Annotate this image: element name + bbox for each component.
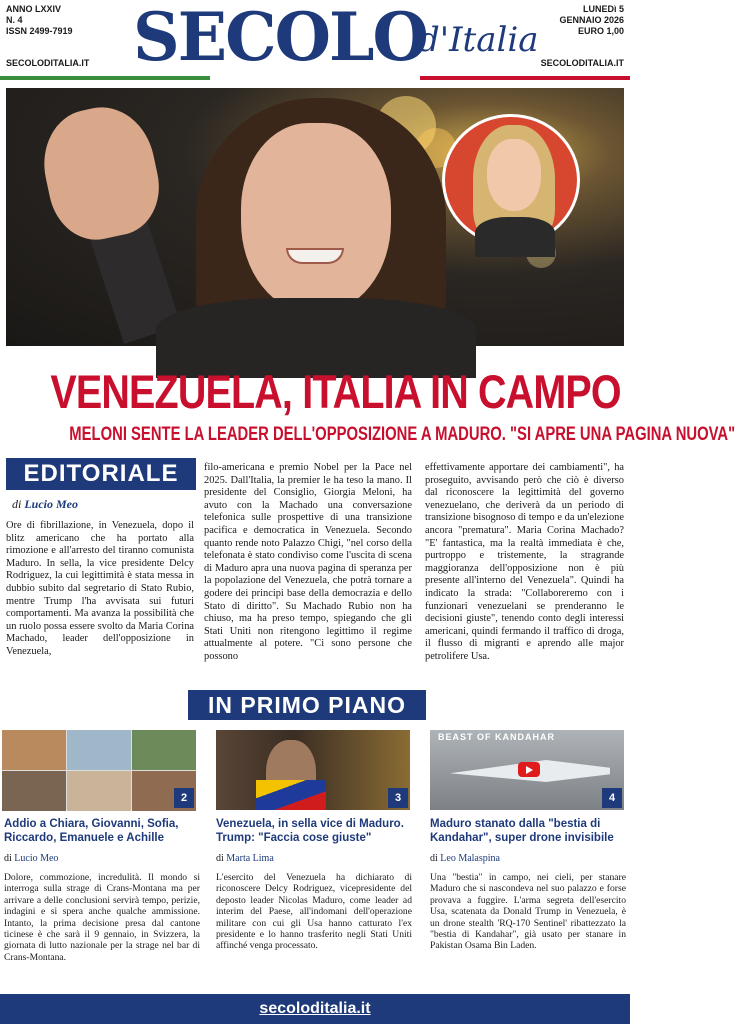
newspaper-logo-subtitle: d'Italia (418, 20, 539, 60)
tricolor-red-rule (420, 76, 630, 80)
editorial-column-1: Ore di fibrillazione, in Venezuela, dopo il blitz americano che ha portato alla rimozione e all'arresto del tiranno comunista Maduro. In sella, la vice presidente Delcy Rodriguez, la cui legittimità è stata messa in dubbio subito dal segretario di Stato Rubio, mentre Trump l'ha avvisata sui futuri comportamenti. Ma avanza la possibilità che un ruolo possa essere svolto da Maria Corina Machado, leader dell'opposizione in Venezuela, (6, 520, 194, 657)
victim-photo (132, 730, 196, 770)
portrait-face (241, 123, 391, 313)
presidential-sash (256, 780, 326, 810)
editorial-label: EDITORIALE (6, 458, 196, 490)
tricolor-green-rule (0, 76, 210, 80)
price: EURO 1,00 (577, 26, 624, 36)
byline-prefix: di (216, 853, 224, 864)
victim-photo (67, 771, 131, 811)
site-link-left[interactable]: SECOLODITALIA.IT (6, 58, 90, 68)
byline-prefix: di (12, 497, 22, 511)
card-title[interactable]: Venezuela, in sella vice di Maduro. Trump: "Faccia cose giuste" (216, 818, 404, 844)
image-caption: BEAST OF KANDAHAR (438, 732, 555, 742)
video-play-icon[interactable] (518, 762, 540, 777)
masthead (0, 0, 630, 86)
portrait-smile (286, 248, 344, 264)
editorial-byline (12, 497, 78, 512)
card-number-badge: 4 (602, 788, 622, 808)
date-month-year: GENNAIO 2026 (559, 15, 624, 25)
byline-prefix: di (4, 853, 12, 864)
issue-info (6, 4, 73, 37)
card-image-maduro[interactable] (216, 730, 410, 810)
card-number-badge: 2 (174, 788, 194, 808)
issue-year: ANNO LXXIV (6, 4, 62, 14)
newspaper-logo[interactable]: SECOLO (133, 0, 427, 76)
card-byline (430, 853, 500, 864)
editorial-author: Lucio Meo (24, 497, 79, 511)
card-byline (4, 853, 58, 864)
primo-piano-label: IN PRIMO PIANO (188, 690, 426, 720)
footer-bar (0, 994, 630, 1024)
main-headline[interactable]: VENEZUELA, ITALIA IN CAMPO (50, 365, 621, 418)
card-body: Una "bestia" in campo, nei cieli, per stanare Maduro che si nascondeva nel suo palazzo e forse provava a fuggire. L'arma segreta dell'esercito Usa, scatenata da Donald Trump in Venezuela, è un drone stealth 'RQ-170 Sentinel' ribattezzato la "bestia di Kandahar", già usato per stanare in Pakistan Osama Bin Laden. (430, 872, 626, 952)
site-link-right[interactable]: SECOLODITALIA.IT (540, 58, 624, 68)
victim-photo (2, 730, 66, 770)
editorial-column-3: effettivamente apportare dei cambiamenti", ha proseguito, avvisando però che ciò è diverso dal riconoscere la legittimità del governo venezuelano, che deriverà da un periodo di transizione bisognoso di tempo e da un'elezione ancora "prematura". Maria Corina Machado? "E' fantastica, ma la realtà immediata è che, purtroppo e tristemente, la stragrande maggioranza dell'opposizione non è più presente all'interno del Venezuela". Quindi ha indicato la strada: "Collaboreremo con i funzionari venezuelani se prenderanno le decisioni giuste", tenendo conto degli interessi americani, quindi fermando il traffico di droga, il flusso di migranti e aprendo alle major petrolifere Usa. (425, 462, 624, 662)
card-author: Lucio Meo (14, 853, 59, 864)
main-subheadline: MELONI SENTE LA LEADER DELL'OPPOSIZIONE A MADURO. "SI APRE UNA PAGINA NUOVA" (69, 424, 735, 445)
inset-body (475, 217, 555, 257)
card-image-victims[interactable] (2, 730, 196, 810)
card-author: Marta Lima (226, 853, 274, 864)
card-image-drone[interactable] (430, 730, 624, 810)
card-body: L'esercito del Venezuela ha dichiarato di riconoscere Delcy Rodriguez, vicepresidente del deposto leader Nicolas Maduro, come leader ad interim del Paese, all'indomani dell'operazione militare con cui gli Usa hanno catturato l'ex presidente e lo hanno trasferito negli Stati Uniti affinché venga processato. (216, 872, 412, 952)
victim-photo (67, 730, 131, 770)
byline-prefix: di (430, 853, 438, 864)
card-byline (216, 853, 274, 864)
card-number-badge: 3 (388, 788, 408, 808)
inset-portrait-photo[interactable] (442, 114, 580, 246)
card-author: Leo Malaspina (440, 853, 500, 864)
date-day: LUNEDì 5 (582, 4, 624, 14)
card-title[interactable]: Maduro stanato dalla "bestia di Kandahar", super drone invisibile (430, 818, 614, 844)
card-title[interactable]: Addio a Chiara, Giovanni, Sofia, Riccardo, Emanuele e Achille (4, 818, 179, 844)
inset-face (487, 139, 541, 211)
editorial-column-2: filo-americana e premio Nobel per la Pace nel 2025. Dall'Italia, la premier le ha teso la mano. Il presidente del Consiglio, Giorgia Meloni, ha avuto con la Machado una conversazione telefonica sulle prospettive di una transizione pacifica e democratica in Venezuela. Secondo quanto rende noto Palazzo Chigi, "nel corso della telefonata è stato condiviso come l'uscita di scena di Maduro apra una nuova pagina di speranza per la popolazione del Venezuela, che potrà tornare a godere dei principi base della democrazia e dello Stato di diritto". Su Machado Rubio non ha chiuso, ma ha preso tempo, spiegando che gli Stati Uniti non ritengono legittimo il regime attualmente al potere. "Ci sono persone che possono (204, 462, 412, 662)
card-body: Dolore, commozione, incredulità. Il mondo si interroga sulla strage di Crans-Montana ma per arrivare a delle conclusioni servirà tempo, perizie, indagini e si spera anche qualche ammissione. Intanto, la prima decisione presa dal cantone ticinese è che sarà il 9 gennaio, in Svizzera, la giornata di lutto nazionale per la strage nel bar di Crans-Montana. (4, 872, 200, 963)
issn: ISSN 2499-7919 (6, 26, 73, 36)
date-info (559, 4, 624, 37)
victim-photo (2, 771, 66, 811)
issue-number: N. 4 (6, 15, 23, 25)
footer-site-link[interactable]: secoloditalia.it (259, 1000, 371, 1017)
